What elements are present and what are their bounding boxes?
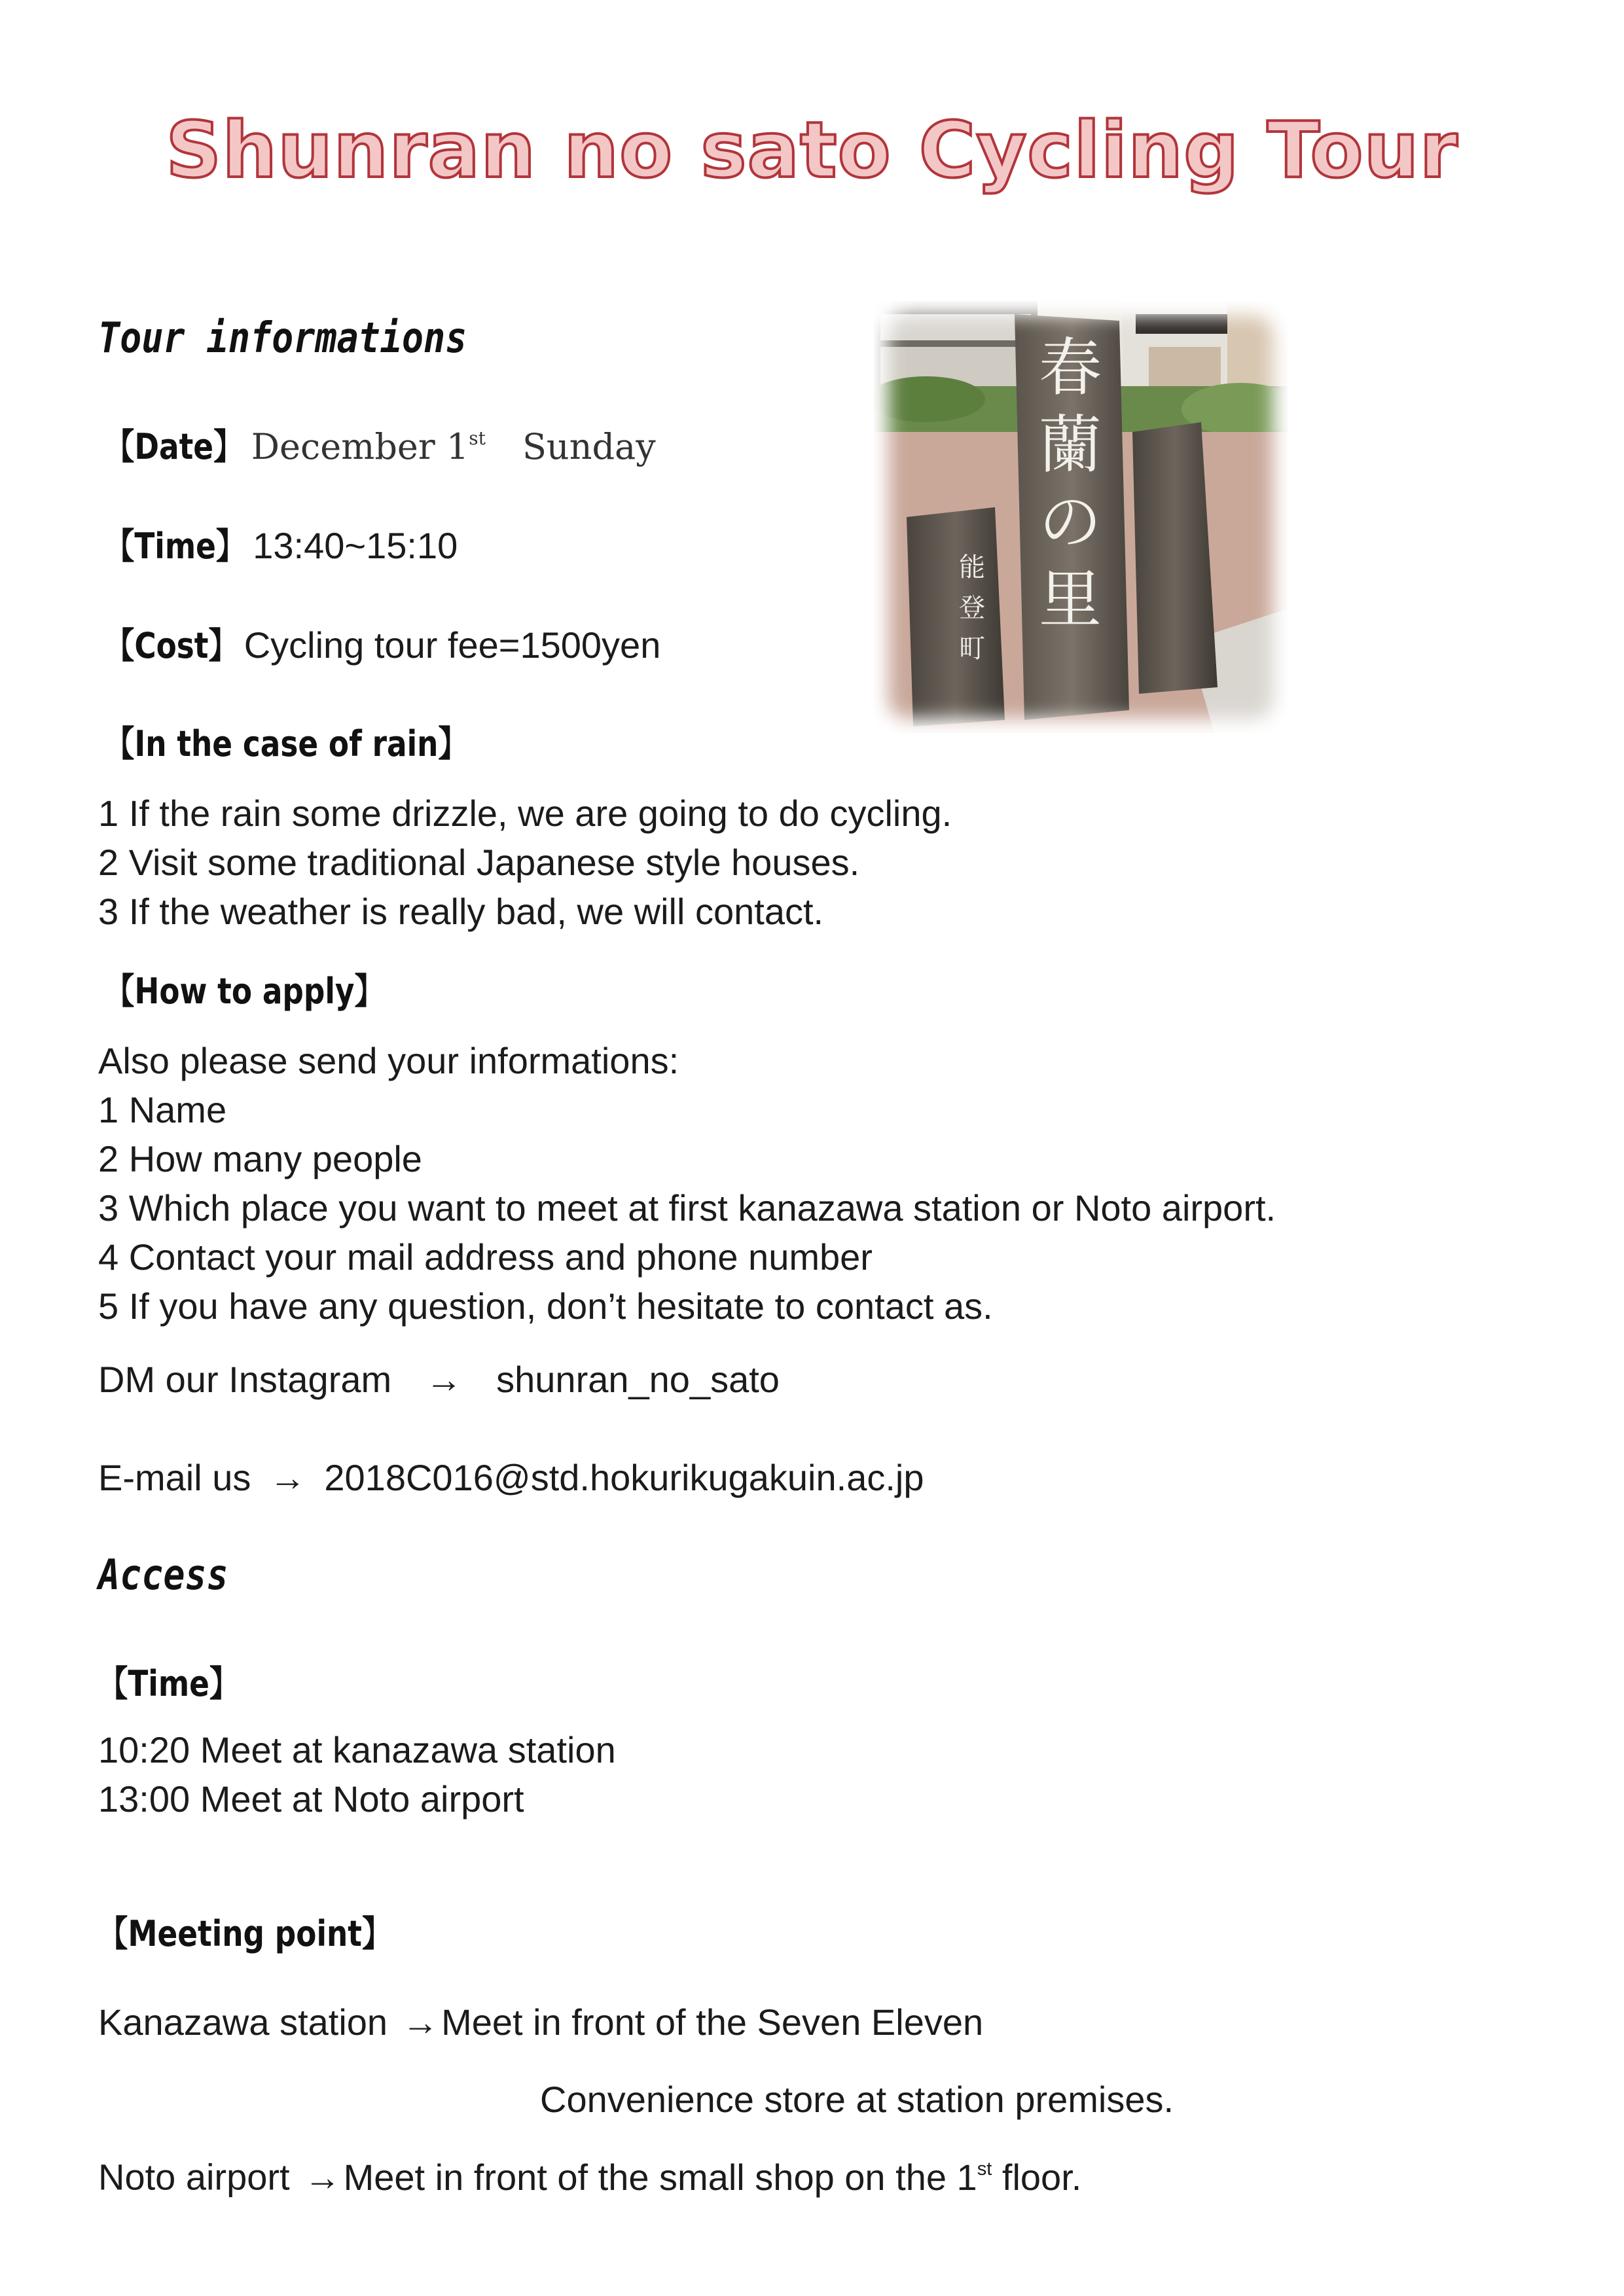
arrow-icon: →: [402, 2001, 439, 2043]
instagram-row: [98, 1355, 780, 1404]
date-label: 【Date】: [105, 426, 244, 467]
access-time-label: 【Time】: [98, 1663, 240, 1704]
instagram-label: DM our Instagram: [98, 1359, 392, 1400]
apply-list: [98, 1036, 1276, 1331]
list-item: 4 Contact your mail address and phone number: [98, 1236, 873, 1278]
noto-instruction: Meet in front of the small shop on the 1st floor.: [343, 2156, 1082, 2198]
access-times: [98, 1725, 616, 1823]
main-stone-character: 春: [1039, 331, 1102, 404]
meeting-point-label: 【Meeting point】: [98, 1913, 392, 1954]
list-item: 13:00 Meet at Noto airport: [98, 1778, 524, 1820]
list-item: 1 Name: [98, 1089, 227, 1130]
noto-place: Noto airport: [98, 2156, 290, 2198]
list-item: 1 If the rain some drizzle, we are going to do cycling.: [98, 793, 952, 834]
cost-row: [105, 618, 660, 670]
stone-monument-photo: [874, 301, 1288, 733]
tour-heading: Tour informations: [98, 314, 467, 363]
list-item: 2 How many people: [98, 1138, 422, 1179]
access-heading: Access: [98, 1551, 228, 1600]
apply-intro: Also please send your informations:: [98, 1040, 679, 1081]
time-row: [105, 518, 458, 570]
main-stone-character: の: [1039, 486, 1102, 559]
main-stone-character: 蘭: [1039, 408, 1102, 482]
kanazawa-place: Kanazawa station: [98, 2001, 388, 2043]
list-item: 3 If the weather is really bad, we will contact.: [98, 891, 824, 932]
cost-label: 【Cost】: [105, 625, 238, 666]
email-row: [98, 1453, 924, 1502]
main-stone-character: 里: [1039, 563, 1102, 636]
kanazawa-instruction: Meet in front of the Seven Eleven: [441, 2001, 984, 2043]
email-address[interactable]: 2018C016@std.hokurikugakuin.ac.jp: [324, 1457, 924, 1498]
arrow-icon: →: [269, 1457, 306, 1498]
instagram-handle[interactable]: shunran_no_sato: [496, 1359, 780, 1400]
list-item: 10:20 Meet at kanazawa station: [98, 1729, 616, 1770]
apply-label: 【How to apply】: [105, 971, 384, 1012]
rain-list: [98, 789, 952, 936]
list-item: 5 If you have any question, don’t hesitate to contact as.: [98, 1285, 993, 1327]
email-label: E-mail us: [98, 1457, 251, 1498]
left-stone-character: 町: [959, 634, 985, 664]
left-stone-character: 登: [959, 593, 985, 623]
date-value: December 1st Sunday: [251, 426, 656, 467]
page-title: Shunran no sato Cycling Tour: [166, 105, 1458, 195]
time-value: 13:40~15:10: [253, 525, 458, 566]
list-item: 2 Visit some traditional Japanese style houses.: [98, 842, 860, 883]
noto-row: [98, 2147, 1081, 2202]
cost-value: Cycling tour fee=1500yen: [244, 624, 661, 666]
list-item: 3 Which place you want to meet at first kanazawa station or Noto airport.: [98, 1187, 1276, 1229]
date-row: [105, 419, 656, 469]
time-label: 【Time】: [105, 526, 246, 567]
kanazawa-row: [98, 1998, 983, 2047]
arrow-icon: →: [425, 1359, 463, 1400]
left-stone-character: 能: [959, 552, 985, 583]
rain-label: 【In the case of rain】: [105, 723, 468, 764]
arrow-icon: →: [304, 2156, 341, 2198]
kanazawa-instruction-cont: Convenience store at station premises.: [540, 2079, 1174, 2120]
